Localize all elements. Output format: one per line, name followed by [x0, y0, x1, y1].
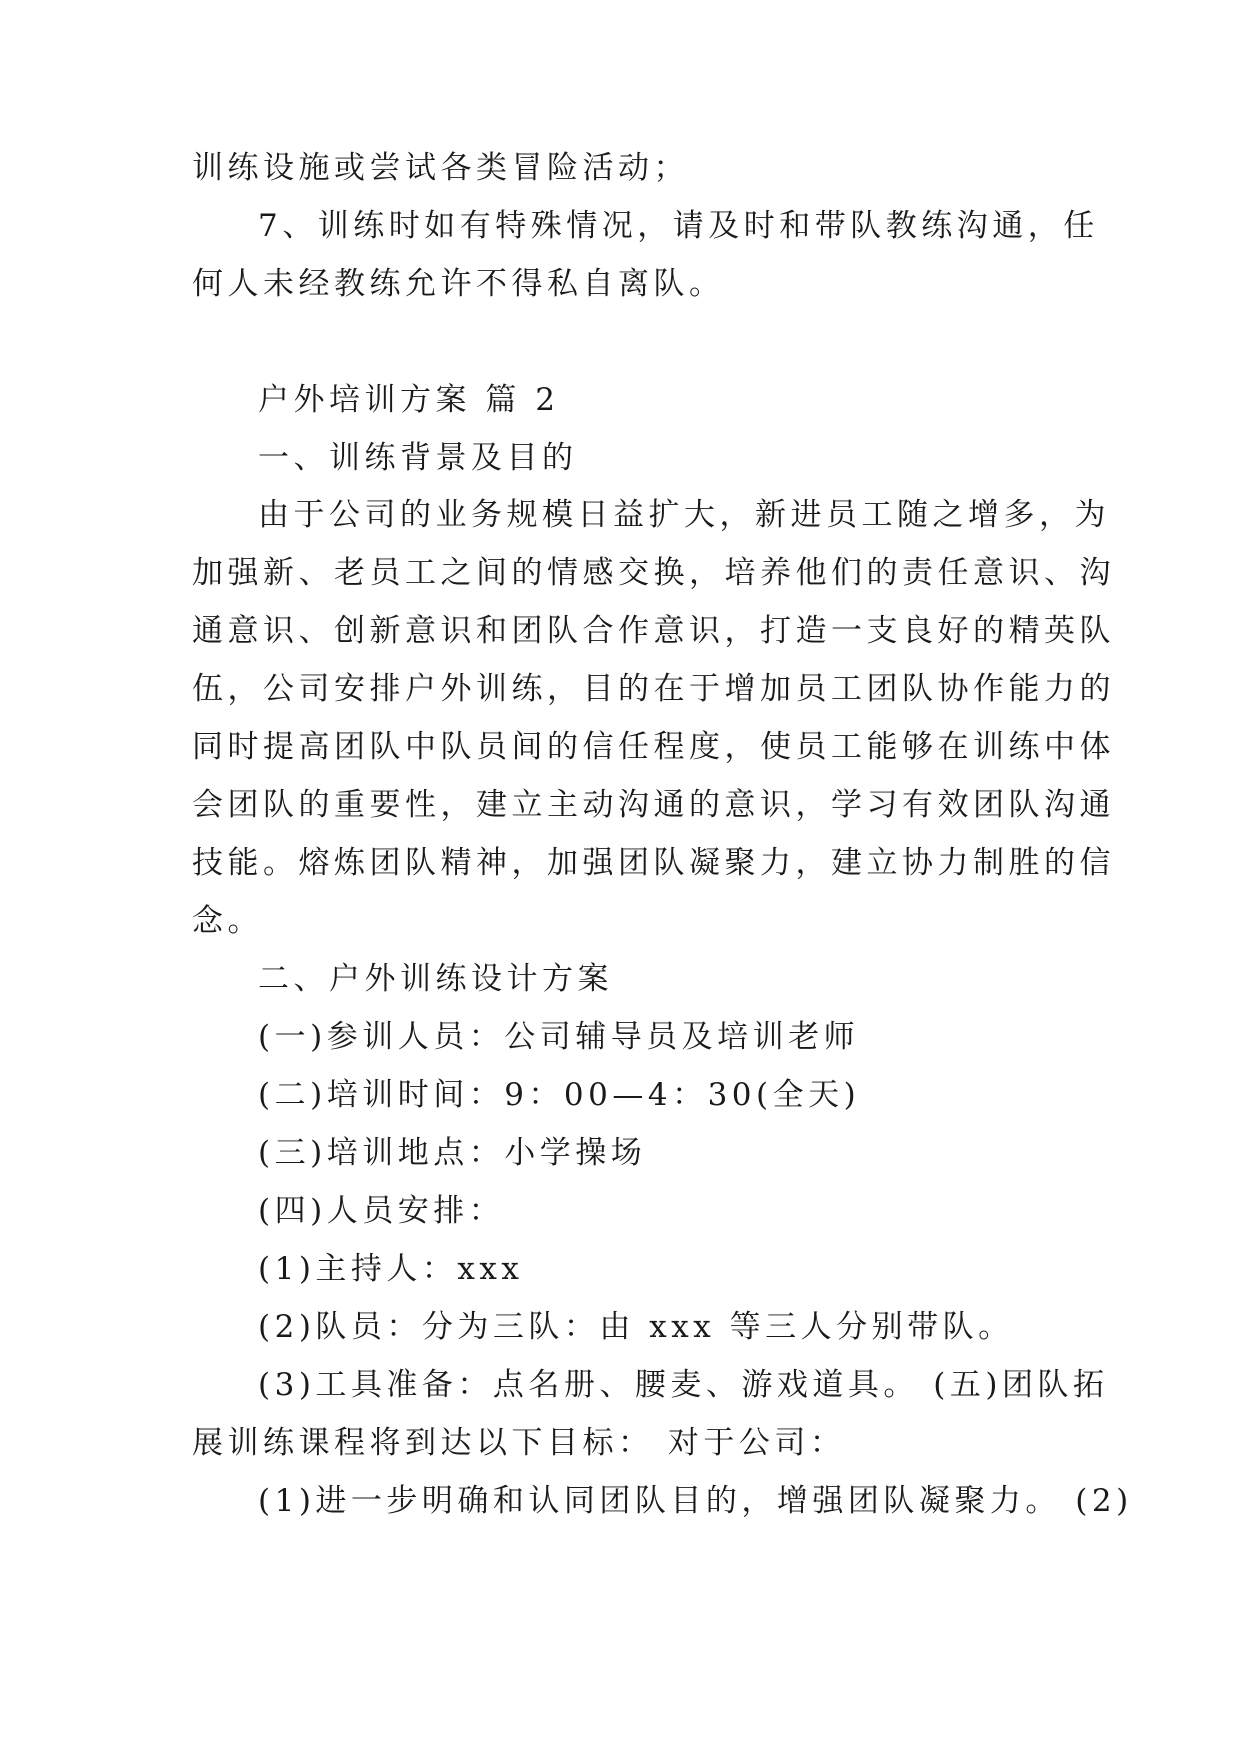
section-heading: 二、户外训练设计方案: [258, 961, 613, 997]
text-line: 念。: [192, 903, 263, 939]
text-line: 通意识、创新意识和团队合作意识，打造一支良好的精英队: [192, 613, 1115, 649]
list-item: (3)工具准备：点名册、腰麦、游戏道具。 (五)团队拓: [258, 1367, 1109, 1403]
text-line: 技能。熔炼团队精神，加强团队凝聚力，建立协力制胜的信: [192, 845, 1115, 881]
list-item: (1)主持人：xxx: [258, 1251, 524, 1287]
text-line: 加强新、老员工之间的情感交换，培养他们的责任意识、沟: [192, 555, 1115, 591]
list-item: (二)培训时间：9：00—4：30(全天): [258, 1077, 861, 1113]
text-line: 训练设施或尝试各类冒险活动；: [192, 150, 689, 186]
list-item: (三)培训地点：小学操场: [258, 1135, 647, 1171]
text-line: 由于公司的业务规模日益扩大，新进员工随之增多，为: [258, 497, 1110, 533]
list-item: (四)人员安排：: [258, 1193, 505, 1229]
list-item: (2)队员：分为三队：由 xxx 等三人分别带队。: [258, 1309, 1014, 1345]
section-title: 户外培训方案 篇 2: [258, 382, 560, 418]
text-line: 伍，公司安排户外训练，目的在于增加员工团队协作能力的: [192, 671, 1115, 707]
text-line: 7、训练时如有特殊情况，请及时和带队教练沟通，任: [258, 208, 1099, 244]
text-line: 何人未经教练允许不得私自离队。: [192, 266, 725, 302]
text-line: 展训练课程将到达以下目标： 对于公司：: [192, 1425, 846, 1461]
text-line: 同时提高团队中队员间的信任程度，使员工能够在训练中体: [192, 729, 1115, 765]
list-item: (1)进一步明确和认同团队目的，增强团队凝聚力。 (2): [258, 1483, 1133, 1519]
section-heading: 一、训练背景及目的: [258, 440, 578, 476]
list-item: (一)参训人员：公司辅导员及培训老师: [258, 1019, 860, 1055]
text-line: 会团队的重要性，建立主动沟通的意识，学习有效团队沟通: [192, 787, 1115, 823]
